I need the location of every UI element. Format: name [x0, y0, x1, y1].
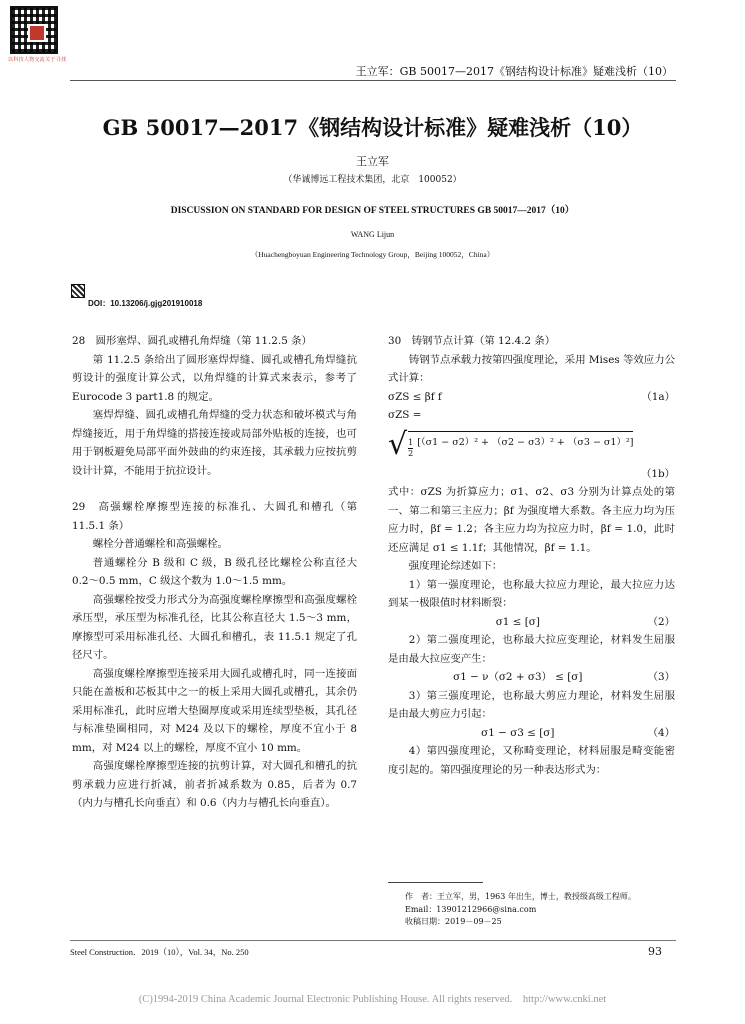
equation-2-number: （2） [647, 615, 675, 628]
footnote-divider [388, 882, 483, 883]
doi-qr-icon [71, 284, 85, 298]
qr-caption: 以科技人物交流关于寻找 [8, 57, 67, 63]
paragraph: 螺栓分普通螺栓和高强螺栓。 [92, 538, 228, 550]
paragraph: 2）第二强度理论，也称最大拉应变理论，材料发生屈服是由最大拉应变产生： [388, 634, 675, 665]
english-affiliation: （Huachengboyuan Engineering Technology Group，Beijing 100052，China） [250, 250, 495, 259]
running-head: 王立军：GB 50017—2017《钢结构设计标准》疑难浅析（10） [355, 65, 673, 78]
fraction-numerator: 1 [408, 437, 414, 447]
equation-1b-lhs: σZS = [388, 409, 422, 421]
equation-3 [388, 668, 675, 687]
equation-4-body: σ1 − σ3 ≤ [σ] [481, 726, 555, 739]
equation-2-body: σ1 ≤ [σ] [495, 615, 540, 628]
footnote-received: 收稿日期：2019－09－25 [405, 917, 502, 926]
footnote-email[interactable]: Email：13901212966@sina.com [405, 904, 537, 914]
equation-3-body: σ1 − ν（σ2 + σ3） ≤ [σ] [453, 671, 583, 683]
equation-1b [388, 425, 675, 465]
footer-divider [70, 940, 676, 941]
english-author: WANG Lijun [350, 230, 395, 239]
equation-1b-number: （1b） [640, 467, 675, 480]
paragraph: 普通螺栓分 B 级和 C 级，B 级孔径比螺栓公称直径大 0.2～0.5 mm，C 级这个数为 1.0～1.5 mm。 [72, 556, 357, 587]
equation-2 [388, 613, 675, 632]
journal-citation: Steel Construction．2019（10），Vol. 34，No. 250 [70, 947, 249, 957]
page-number: 93 [648, 945, 662, 958]
paragraph: 高强度螺栓摩擦型连接采用大圆孔或槽孔时，同一连接面只能在盖板和芯板其中之一的板上采用大圆孔或槽孔，其余仍采用标准孔，此时应增大垫圈厚度或采用连续型垫板，其孔径与标准垫圈相同，对 M24 及以下的螺栓，厚度不宜小于 8 mm，对 M24 以上的螺栓，厚度不宜小 10 mm。 [72, 667, 357, 754]
equation-1b-body: [（σ1 − σ2）² + （σ2 − σ3）² + （σ3 − σ1）²] [417, 436, 634, 448]
equation-1b-number-row [388, 465, 675, 484]
section-30-heading: 30 铸钢节点计算（第 12.4.2 条） [388, 335, 556, 347]
equation-1a-body: σZS ≤ βf f [388, 390, 442, 403]
paragraph: 1）第一强度理论，也称最大拉应力理论，最大拉应力达到某一极限值时材料断裂： [388, 578, 675, 609]
equation-1a [388, 388, 675, 407]
footnote-author: 作 者：王立军，男，1963 年出生，博士，教授级高级工程师。 [405, 892, 636, 901]
spacer [72, 480, 357, 498]
paragraph: 高强螺栓按受力形式分为高强度螺栓摩擦型和高强度螺栓承压型，承压型为标准孔径，比其公称直径大 1.5～3 mm，摩擦型可采用标准孔径、大圆孔和槽孔，表 11.5.1 规定了孔径尺寸。 [72, 593, 357, 661]
journal-seal-icon [28, 24, 46, 42]
article-author: 王立军 [356, 155, 389, 168]
paragraph: 4）第四强度理论，又称畸变理论，材料屈服是畸变能密度引起的。第四强度理论的另一种表达形式为： [388, 745, 675, 776]
paragraph: 铸钢节点承载力按第四强度理论，采用 Mises 等效应力公式计算： [388, 353, 675, 384]
qr-code-icon [10, 6, 58, 54]
equation-1b-radicand [408, 431, 633, 459]
equation-1a-number: （1a） [641, 390, 675, 403]
paragraph: 3）第三强度理论，也称最大剪应力理论，材料发生屈服是由最大剪应力引起： [388, 689, 675, 720]
paragraph: 强度理论综述如下： [408, 560, 503, 572]
equation-4-number: （4） [647, 726, 675, 739]
author-footnote [405, 891, 685, 929]
doi-link[interactable]: DOI：10.13206/j.gjg201910018 [88, 299, 203, 308]
equation-3-number: （3） [647, 671, 675, 683]
paragraph: 式中：σZS 为折算应力；σ1、σ2、σ3 分别为计算点处的第一、第二和第三主应力；βf 为强度增大系数。各主应力均为压应力时，βf = 1.2；各主应力均为拉应力时，βf = 1.0，此时还应满足 σ1 ≤ 1.1f；其他情况，βf = 1.1。 [388, 486, 675, 554]
section-28-heading: 28 圆形塞焊、圆孔或槽孔角焊缝（第 11.2.5 条） [72, 335, 312, 347]
section-29-heading: 29 高强螺栓摩擦型连接的标准孔、大圆孔和槽孔（第 11.5.1 条） [72, 501, 357, 532]
article-affiliation: （华诚博远工程技术集团，北京 100052） [283, 175, 462, 185]
paragraph: 高强度螺栓摩擦型连接的抗剪计算，对大圆孔和槽孔的抗剪承载力应进行折减，前者折减系数为 0.85，后者为 0.7（内力与槽孔长向垂直）和 0.6（内力与槽孔长向垂直）。 [72, 760, 357, 809]
english-title: DISCUSSION ON STANDARD FOR DESIGN OF STEEL STRUCTURES GB 50017—2017（10） [170, 206, 575, 216]
left-column [72, 332, 357, 813]
fraction [408, 438, 413, 459]
paragraph: 塞焊焊缝、圆孔或槽孔角焊缝的受力状态和破坏模式与角焊缝接近，用于角焊缝的搭接连接或局部外贴板的连接，也可用于钢板避免局部平面外鼓曲的约束连接，其承载力应按抗剪设计计算，不能用于抗拉设计。 [72, 409, 357, 477]
article-title: GB 50017—2017《钢结构设计标准》疑难浅析（10） [102, 115, 643, 140]
paragraph: 第 11.2.5 条给出了圆形塞焊焊缝、圆孔或槽孔角焊缝抗剪设计的强度计算公式，以角焊缝的计算式来表示，参考了 Eurocode 3 part1.8 的规定。 [72, 353, 357, 403]
header-divider [70, 80, 676, 81]
sqrt-symbol: √ [388, 426, 408, 462]
equation-4 [388, 724, 675, 743]
fraction-denominator: 2 [408, 448, 414, 458]
right-column [388, 332, 675, 779]
copyright-notice: (C)1994-2019 China Academic Journal Electronic Publishing House. All rights reserved. http://www.cnki.net [138, 994, 607, 1005]
